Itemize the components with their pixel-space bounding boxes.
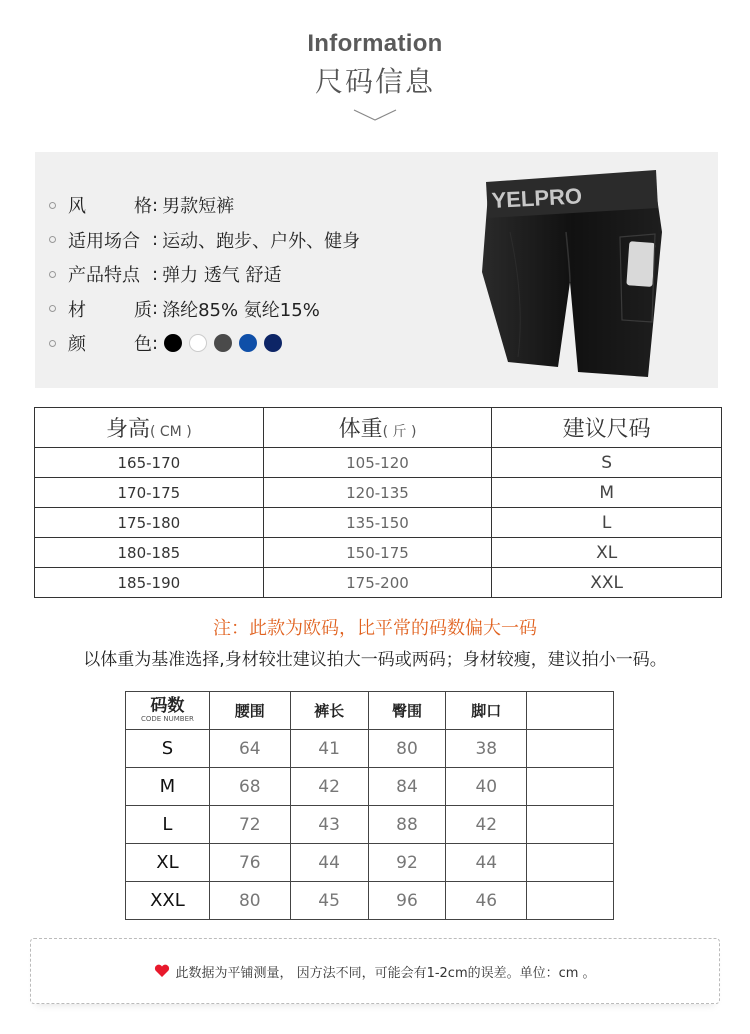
attr-value: 涤纶85% 氨纶15% [162, 299, 320, 321]
header-length: 裤长 [290, 692, 368, 730]
table-row [35, 538, 722, 568]
attr-label: 适用场合 [68, 230, 140, 252]
hip-cell: 96 [368, 882, 446, 920]
table-row [35, 448, 722, 478]
attr-color: 颜 色 : [49, 326, 360, 361]
color-swatch[interactable] [239, 334, 257, 352]
table-row [126, 768, 614, 806]
header-title-en: Information [307, 30, 443, 57]
attr-value: 运动、跑步、户外、健身 [162, 230, 361, 252]
attr-label: 颜 色 [68, 334, 152, 356]
attr-value: 弹力 透气 舒适 [162, 265, 282, 287]
extra-cell [527, 844, 614, 882]
color-swatch[interactable] [189, 334, 207, 352]
color-swatch[interactable] [264, 334, 282, 352]
waist-cell: 76 [209, 844, 290, 882]
header-code: 码数 CODE NUMBER [126, 692, 210, 730]
measurement-table [125, 691, 614, 920]
waistband-brand: YELPRO [490, 183, 583, 213]
hem-cell: 40 [446, 768, 527, 806]
weight-cell: 105-120 [263, 448, 492, 478]
header-hip: 臀围 [368, 692, 446, 730]
euro-size-warning: 注：此款为欧码，比平常的码数偏大一码 [213, 618, 537, 639]
color-swatches [164, 334, 282, 352]
color-swatch[interactable] [214, 334, 232, 352]
extra-cell [527, 768, 614, 806]
size-code-cell: M [126, 768, 210, 806]
hem-cell: 44 [446, 844, 527, 882]
weight-cell: 150-175 [263, 538, 492, 568]
info-header [0, 30, 750, 126]
bullet-icon [49, 271, 56, 278]
header-hem: 脚口 [446, 692, 527, 730]
attr-label: 产品特点 [68, 265, 140, 287]
attr-style: 风 格 : 男款短裤 [49, 188, 360, 223]
bullet-icon [49, 236, 56, 243]
header-weight: 体重( 斤 ) [263, 408, 492, 448]
height-cell: 175-180 [35, 508, 264, 538]
header-size: 建议尺码 [492, 408, 722, 448]
size-code-cell: S [126, 730, 210, 768]
table-row [126, 730, 614, 768]
size-cell: XXL [492, 568, 722, 598]
extra-cell [527, 882, 614, 920]
bullet-icon [49, 202, 56, 209]
measurement-disclaimer [30, 938, 720, 1004]
product-panel [35, 152, 718, 388]
bullet-icon [49, 305, 56, 312]
disclaimer-text: 此数据为平铺测量， 因方法不同，可能会有1-2cm的误差。单位：cm 。 [175, 965, 596, 981]
hip-cell: 80 [368, 730, 446, 768]
extra-cell [527, 730, 614, 768]
size-advice: 以体重为基准选择,身材较壮建议拍大一码或两码；身材较瘦，建议拍小一码。 [83, 650, 667, 670]
waist-cell: 72 [209, 806, 290, 844]
size-cell: M [492, 478, 722, 508]
length-cell: 43 [290, 806, 368, 844]
length-cell: 44 [290, 844, 368, 882]
size-cell: L [492, 508, 722, 538]
hip-cell: 84 [368, 768, 446, 806]
length-cell: 41 [290, 730, 368, 768]
heart-icon [154, 964, 170, 978]
size-cell: XL [492, 538, 722, 568]
table-row [126, 882, 614, 920]
table-row [126, 844, 614, 882]
length-cell: 42 [290, 768, 368, 806]
weight-cell: 135-150 [263, 508, 492, 538]
header-title-cn: 尺码信息 [314, 65, 435, 98]
height-cell: 185-190 [35, 568, 264, 598]
length-cell: 45 [290, 882, 368, 920]
chevron-down-icon [353, 108, 397, 122]
weight-cell: 175-200 [263, 568, 492, 598]
size-code-cell: L [126, 806, 210, 844]
hip-cell: 88 [368, 806, 446, 844]
height-cell: 165-170 [35, 448, 264, 478]
hem-cell: 46 [446, 882, 527, 920]
attr-occasion: 适用场合 : 运动、跑步、户外、健身 [49, 223, 360, 258]
header-extra [527, 692, 614, 730]
product-shorts-image [470, 162, 670, 382]
attr-label: 风 格 [68, 196, 152, 218]
height-cell: 180-185 [35, 538, 264, 568]
table-row [35, 478, 722, 508]
hem-cell: 38 [446, 730, 527, 768]
attr-label: 材 质 [68, 299, 152, 321]
bullet-icon [49, 340, 56, 347]
hip-cell: 92 [368, 844, 446, 882]
attr-value: 男款短裤 [162, 196, 235, 218]
size-code-cell: XXL [126, 882, 210, 920]
size-cell: S [492, 448, 722, 478]
weight-cell: 120-135 [263, 478, 492, 508]
size-code-cell: XL [126, 844, 210, 882]
waist-cell: 64 [209, 730, 290, 768]
waist-cell: 80 [209, 882, 290, 920]
header-height: 身高( CM ) [35, 408, 264, 448]
waist-cell: 68 [209, 768, 290, 806]
table-row [35, 508, 722, 538]
extra-cell [527, 806, 614, 844]
product-attributes [49, 188, 360, 361]
attr-material: 材 质 : 涤纶85% 氨纶15% [49, 292, 360, 327]
table-row [35, 568, 722, 598]
hem-cell: 42 [446, 806, 527, 844]
size-recommendation-table [34, 407, 722, 598]
header-waist: 腰围 [209, 692, 290, 730]
color-swatch[interactable] [164, 334, 182, 352]
table-row [126, 806, 614, 844]
height-cell: 170-175 [35, 478, 264, 508]
attr-features: 产品特点 : 弹力 透气 舒适 [49, 257, 360, 292]
